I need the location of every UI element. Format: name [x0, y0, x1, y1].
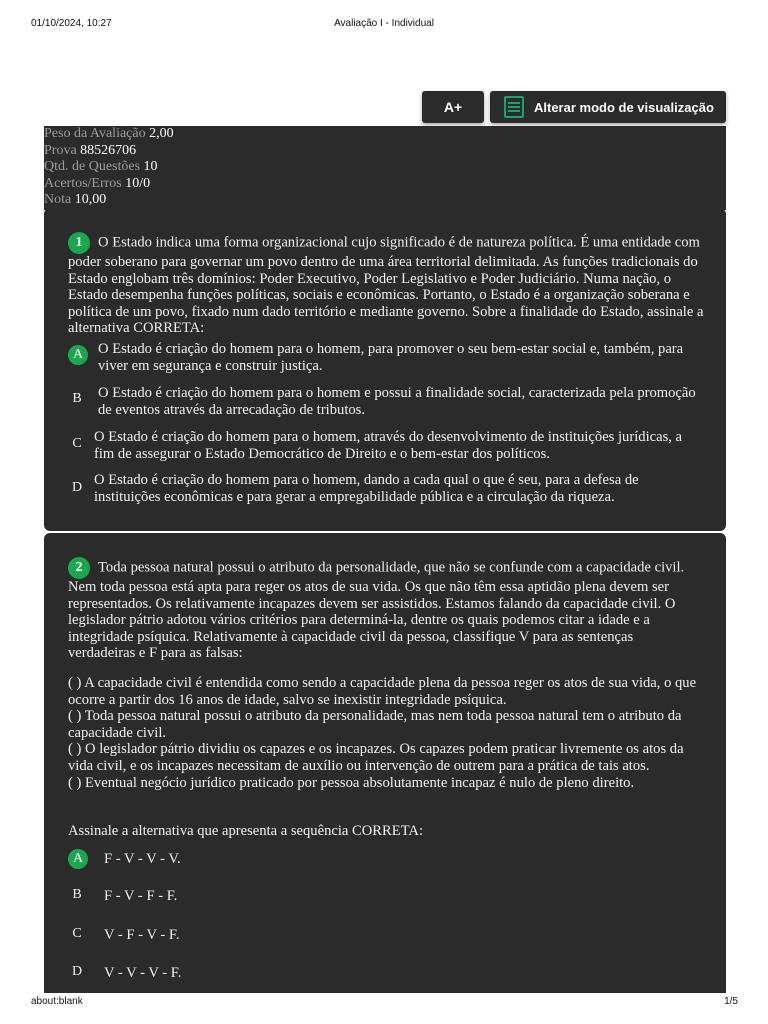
option-letter: D	[71, 964, 83, 979]
view-mode-label: Alterar modo de visualização	[534, 99, 714, 115]
option-letter: B	[72, 391, 82, 406]
print-header	[0, 0, 768, 40]
view-mode-button[interactable]	[490, 91, 726, 123]
question-1-text	[68, 232, 704, 337]
option-letter: C	[72, 926, 82, 941]
option-text: V - F - V - F.	[104, 927, 180, 943]
nota-label: Nota	[44, 192, 72, 207]
acertos-value: 10/0	[125, 175, 151, 191]
print-datetime: 01/10/2024, 10:27	[31, 18, 112, 29]
question-card-2	[44, 533, 726, 993]
nota-value: 10,00	[74, 192, 107, 207]
print-page-number: 1/5	[724, 996, 738, 1007]
statements-list	[68, 675, 704, 791]
question-2-text	[68, 557, 704, 662]
statement-item: ( ) Eventual negócio jurídico praticado por pessoa absolutamente incapaz é nulo de pleno direito.	[68, 774, 635, 791]
option-text: O Estado é criação do homem para o homem, através do desenvolvimento de instituições jurídicas, a fim de assegurar o Estado Democrático de Direito e o bem-estar dos políticos.	[94, 429, 683, 462]
option-letter: C	[72, 436, 82, 451]
print-title: Avaliação I - Individual	[334, 18, 434, 29]
option-text: O Estado é criação do homem para o homem e possui a finalidade social, caracterizada pela promoção de eventos através da arrecadação de tributos.	[98, 385, 696, 418]
option-letter-correct: A	[68, 849, 88, 869]
statement-item: ( ) O legislador pátrio dividiu os capazes e os incapazes. Os capazes podem praticar livremente os atos da vida civil, e os incapazes necessitam de auxílio ou intervenção de outrem para a prática de tais atos.	[68, 741, 684, 774]
questoes-value: 10	[143, 159, 158, 174]
question-statement: O Estado indica uma forma organizacional cujo significado é de natureza política. É uma entidade com poder soberano para governar um povo dentro de uma área territorial delimitada. As funções tradicionais do Estado englobam três domínios: Poder Executivo, Poder Legislativo e Poder Judiciário. Numa nação, o Estado desempenha funções políticas, sociais e econômicas. Portanto, o Estado é a organização soberana e política de um povo, fixado num dado território e mediante governo. Sobre a finalidade do Estado, assinale a alternativa CORRETA:	[68, 234, 704, 337]
peso-value: 2,00	[149, 126, 174, 141]
peso-label: Peso da Avaliação	[44, 126, 146, 141]
option-text: O Estado é criação do homem para o homem, para promover o seu bem-estar social e, também, para viver em segurança e construir justiça.	[98, 341, 684, 374]
info-questoes	[44, 159, 726, 176]
option-letter: B	[72, 887, 82, 902]
option-letter: D	[71, 480, 83, 495]
option-text: V - V - V - F.	[104, 965, 182, 981]
font-size-button[interactable]: A+	[422, 91, 484, 123]
statement-item: ( ) Toda pessoa natural possui o atributo da personalidade, mas nem toda pessoa natural tem o atributo da capacidade civil.	[68, 708, 682, 741]
option-text: F - V - V - V.	[104, 851, 181, 867]
assessment-info-panel	[44, 126, 726, 210]
info-prova	[44, 143, 726, 160]
view-mode-icon	[504, 96, 524, 118]
option-text: O Estado é criação do homem para o homem, dando a cada qual o que é seu, para a defesa de instituições econômicas e para gerar a empregabilidade pública e a circulação da riqueza.	[94, 472, 639, 505]
question-number-badge: 2	[68, 557, 90, 579]
print-url: about:blank	[31, 996, 83, 1007]
question-card-1	[44, 208, 726, 531]
questoes-label: Qtd. de Questões	[44, 159, 141, 174]
prova-value: 88526706	[80, 142, 137, 158]
prova-label: Prova	[44, 142, 77, 158]
option-text: F - V - F - F.	[104, 888, 178, 904]
statement-item: ( ) A capacidade civil é entendida como sendo a capacidade plena da pessoa reger os atos de sua vida, o que ocorre a partir dos 16 anos de idade, salvo se inexistir integridade psíquica.	[68, 675, 697, 708]
option-letter-correct: A	[68, 345, 88, 365]
question-number-badge: 1	[68, 232, 90, 254]
info-acertos	[44, 176, 726, 193]
info-peso	[44, 126, 726, 143]
info-nota	[44, 192, 726, 209]
acertos-label: Acertos/Erros	[44, 175, 122, 191]
question-statement: Toda pessoa natural possui o atributo da personalidade, que não se confunde com a capacidade civil. Nem toda pessoa está apta para reger os atos de sua vida. Os que não têm essa aptidão plena devem ser representados. Os relativamente incapazes devem ser assistidos. Estamos falando da capacidade civil. O legislador pátrio adotou vários critérios para determiná-la, dentre os quais podemos citar a idade e a integridade psíquica. Relativamente à capacidade civil da pessoa, classifique V para as sentenças verdadeiras e F para as falsas:	[68, 559, 685, 662]
question-instruction: Assinale a alternativa que apresenta a sequência CORRETA:	[68, 823, 424, 839]
